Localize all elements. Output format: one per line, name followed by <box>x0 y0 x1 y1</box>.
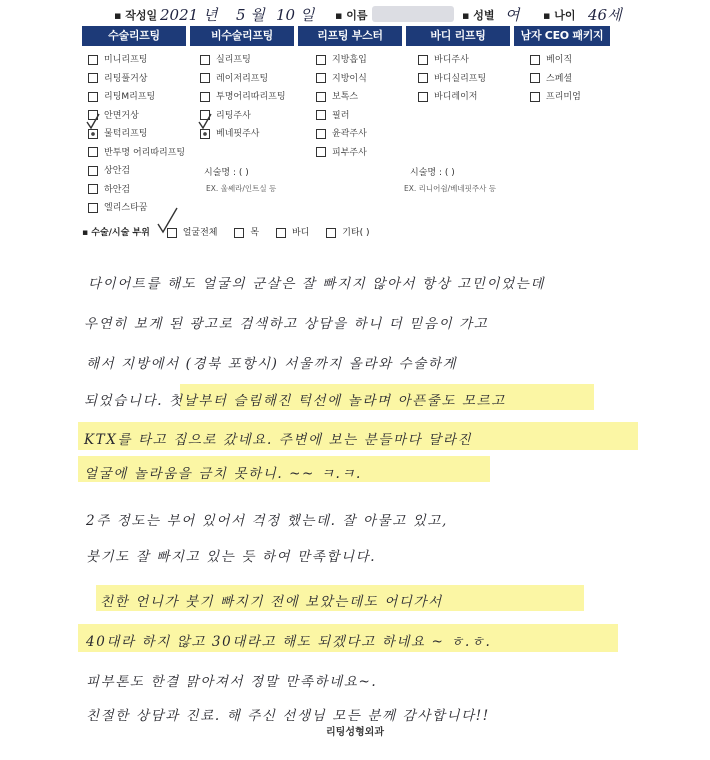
date-label-text: 작성일 <box>125 9 158 22</box>
tab-lifting-booster: 리프팅 부스터 <box>298 26 402 46</box>
option-item[interactable] <box>88 89 185 108</box>
tab-body-lifting: 바디 리프팅 <box>406 26 510 46</box>
option-label: 반투명 어리따리프팅 <box>104 147 186 158</box>
option-label: 물턱리프팅 <box>104 129 148 139</box>
checkbox[interactable] <box>530 92 540 102</box>
region-option[interactable] <box>326 228 369 238</box>
option-label: 베이직 <box>546 55 573 65</box>
option-label: 윤곽주사 <box>332 129 367 139</box>
checkbox[interactable] <box>418 92 428 102</box>
option-label: 필러 <box>332 110 350 121</box>
check-mark-icon <box>196 112 214 134</box>
tab-ceo-package: 남자 CEO 패키지 <box>514 26 610 46</box>
date-day: 10 일 <box>276 6 315 24</box>
region-label: ▪ 수술/시술 부위 <box>82 228 150 238</box>
checkbox[interactable] <box>418 73 428 83</box>
option-label: 얼굴전체 <box>182 228 218 238</box>
tab-nonsurgical-lifting: 비수술리프팅 <box>190 26 294 46</box>
option-item[interactable] <box>88 71 185 90</box>
checkbox[interactable] <box>88 55 98 65</box>
column-booster <box>316 52 367 163</box>
option-item[interactable] <box>530 52 581 71</box>
option-item[interactable] <box>418 52 486 71</box>
option-label: 상안검 <box>104 166 131 176</box>
checkbox[interactable] <box>326 228 336 238</box>
option-item[interactable] <box>530 71 581 90</box>
checkbox[interactable] <box>88 203 98 213</box>
checkbox[interactable] <box>88 184 98 194</box>
option-label: 보톡스 <box>332 92 359 102</box>
option-label: 지방흡입 <box>332 55 367 65</box>
option-label: 엘리스타꿈 <box>104 203 148 213</box>
checkbox[interactable] <box>418 55 428 65</box>
option-item[interactable] <box>200 89 286 108</box>
region-label-text: 수술/시술 부위 <box>91 228 150 238</box>
gender-label-text: 성별 <box>473 9 495 22</box>
check-mark-icon <box>155 206 179 236</box>
clinic-name: 리팅성형외과 <box>326 727 384 738</box>
name-redacted <box>372 6 454 22</box>
name-label-text: 이름 <box>346 9 368 22</box>
option-label: 투명어리따리프팅 <box>216 92 286 102</box>
option-item[interactable] <box>88 108 185 127</box>
procedure-name-label: 시술명 : ( ) <box>204 168 249 178</box>
handwriting-line: 친절한 상담과 진료. 해 주신 선생님 모든 분께 감사합니다!! <box>86 708 490 724</box>
checkbox[interactable] <box>88 147 98 157</box>
option-label: 프리미엄 <box>546 92 581 102</box>
gender-value: 여 <box>505 6 520 24</box>
option-item[interactable] <box>316 108 367 127</box>
checkbox[interactable] <box>316 73 326 83</box>
handwriting-line: KTX를 타고 집으로 갔네요. 주변에 보는 분들마다 달라진 <box>84 432 473 448</box>
handwriting-line: 얼굴에 놀라움을 금치 못하니. ~~ ㅋ.ㅋ. <box>84 466 362 482</box>
handwriting-line: 피부톤도 한결 맑아져서 정말 만족하네요~. <box>86 674 378 690</box>
procedure-name-label: 시술명 : ( ) <box>410 168 455 178</box>
checkbox[interactable] <box>316 55 326 65</box>
option-item[interactable] <box>418 89 486 108</box>
checkbox[interactable] <box>88 92 98 102</box>
name-label: ▪ 이름 <box>335 9 368 22</box>
form-header <box>0 4 710 24</box>
region-option[interactable] <box>234 228 259 238</box>
option-label: 레이저리프팅 <box>216 73 269 84</box>
option-label: 기타( ) <box>342 228 370 238</box>
handwriting-line: 우연히 보게 된 광고로 검색하고 상담을 하니 더 믿음이 가고 <box>84 316 489 332</box>
option-label: 리팅풀거상 <box>104 73 148 84</box>
option-label: 미니리프팅 <box>104 55 148 65</box>
category-tabs <box>82 26 610 48</box>
checkbox[interactable] <box>316 129 326 139</box>
handwriting-line: 친한 언니가 붓기 빠지기 전에 보았는데도 어디가서 <box>100 594 443 610</box>
option-item[interactable] <box>88 182 185 201</box>
option-label: 리팅주사 <box>216 110 251 121</box>
option-label: 바디 <box>291 228 310 238</box>
handwriting-line: 붓기도 잘 빠지고 있는 듯 하여 만족합니다. <box>86 549 377 565</box>
option-item[interactable] <box>418 71 486 90</box>
region-row <box>82 225 369 238</box>
option-label: 리팅M리프팅 <box>104 92 156 102</box>
option-label: 바디실리프팅 <box>434 73 487 84</box>
checkbox[interactable] <box>200 73 210 83</box>
handwriting-line: 되었습니다. 첫날부터 슬림해진 턱선에 놀라며 아픈줄도 모르고 <box>84 393 506 409</box>
option-item[interactable] <box>200 71 286 90</box>
option-item[interactable] <box>88 145 185 164</box>
checkbox[interactable] <box>234 228 244 238</box>
option-label: 하안검 <box>104 184 131 195</box>
option-item[interactable] <box>316 52 367 71</box>
region-option[interactable] <box>276 228 309 238</box>
option-item[interactable] <box>88 52 185 71</box>
option-label: 지방이식 <box>332 73 367 84</box>
checkbox[interactable] <box>88 73 98 83</box>
column-surgical <box>88 52 185 219</box>
date-month: 5 월 <box>236 6 265 24</box>
option-label: 베네핏주사 <box>216 129 260 139</box>
date-year: 2021 년 <box>160 6 218 24</box>
checkbox[interactable] <box>88 166 98 176</box>
option-label: 목 <box>250 228 260 238</box>
option-item[interactable] <box>316 71 367 90</box>
handwriting-line: 2주 정도는 부어 있어서 걱정 했는데. 잘 아물고 있고, <box>86 513 448 529</box>
option-item[interactable] <box>316 145 367 164</box>
gender-label: ▪ 성별 <box>462 9 495 22</box>
option-item-checked[interactable] <box>88 126 185 145</box>
check-mark-icon <box>84 112 102 134</box>
age-value: 46세 <box>588 6 622 24</box>
checkbox[interactable] <box>530 73 540 83</box>
procedure-example: EX. 리니어쉼/베네핏주사 등 <box>404 184 497 193</box>
checkbox[interactable] <box>200 92 210 102</box>
checkbox[interactable] <box>316 92 326 102</box>
option-item[interactable] <box>316 126 367 145</box>
checkbox[interactable] <box>276 228 286 238</box>
option-item[interactable] <box>530 89 581 108</box>
option-label: 바디레이저 <box>434 92 478 102</box>
checkbox[interactable] <box>316 147 326 157</box>
option-label: 피부주사 <box>332 147 367 158</box>
procedure-example: EX. 울쎄라/인트실 등 <box>206 184 277 193</box>
checkbox[interactable] <box>530 55 540 65</box>
option-item[interactable] <box>88 163 185 182</box>
option-label: 스페셜 <box>546 73 573 84</box>
date-label: ▪ 작성일 <box>114 9 158 22</box>
age-label: ▪ 나이 <box>543 9 576 22</box>
checkbox[interactable] <box>200 55 210 65</box>
checkbox[interactable] <box>316 110 326 120</box>
option-label: 실리프팅 <box>216 55 251 65</box>
tab-surgical-lifting: 수술리프팅 <box>82 26 186 46</box>
handwriting-line: 다이어트를 해도 얼굴의 군살은 잘 빠지지 않아서 항상 고민이었는데 <box>88 276 546 292</box>
column-ceo <box>530 52 581 108</box>
handwriting-line: 40대라 하지 않고 30대라고 해도 되겠다고 하네요 ~ ㅎ.ㅎ. <box>86 634 492 650</box>
option-label: 바디주사 <box>434 55 469 65</box>
handwriting-line: 해서 지방에서 (경북 포항시) 서울까지 올라와 수술하게 <box>86 356 458 372</box>
option-label: 안면거상 <box>104 110 139 121</box>
option-item[interactable] <box>200 52 286 71</box>
option-item[interactable] <box>316 89 367 108</box>
column-body <box>418 52 486 108</box>
age-label-text: 나이 <box>554 9 576 22</box>
